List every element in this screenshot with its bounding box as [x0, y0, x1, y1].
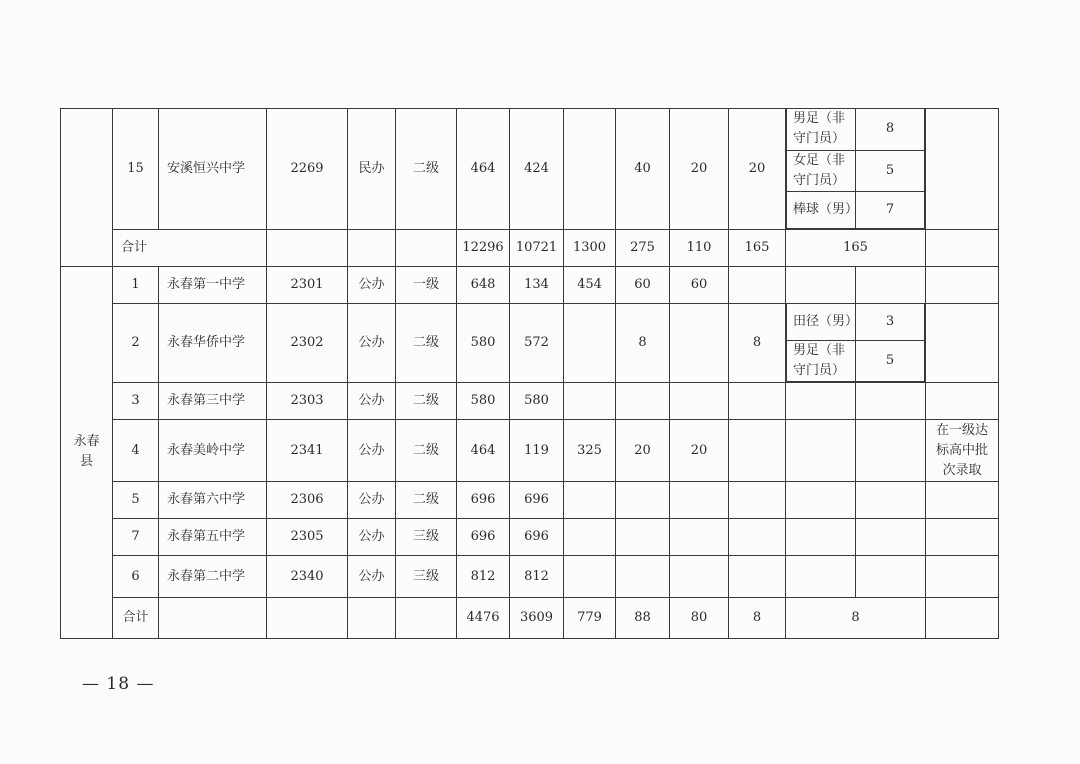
page-number: — 18 —: [82, 674, 155, 694]
value-cell: 40: [616, 109, 670, 230]
note-cell: [926, 519, 999, 556]
value-cell: 424: [510, 109, 564, 230]
note-cell: [926, 229, 999, 266]
school-code: 2301: [267, 266, 348, 303]
sport-count: [856, 266, 926, 303]
value-cell: [729, 556, 786, 598]
school-type: 公办: [348, 519, 396, 556]
row-number: 5: [113, 482, 159, 519]
school-code: 2302: [267, 303, 348, 383]
value-cell: [729, 482, 786, 519]
school-code: 2306: [267, 482, 348, 519]
value-cell: [729, 519, 786, 556]
value-cell: 464: [457, 109, 510, 230]
value-cell: 20: [670, 420, 729, 482]
total-value: 4476: [457, 598, 510, 639]
value-cell: 580: [510, 383, 564, 420]
school-name: 永春华侨中学: [159, 303, 267, 383]
value-cell: 580: [457, 383, 510, 420]
total-label: 合计: [113, 598, 159, 639]
empty-cell: [348, 229, 396, 266]
sport-count: 8: [856, 109, 925, 150]
value-cell: 812: [510, 556, 564, 598]
sport-count: [856, 519, 926, 556]
row-number: 7: [113, 519, 159, 556]
value-cell: [670, 519, 729, 556]
sport-label: [786, 420, 856, 482]
table-row: [61, 519, 999, 556]
value-cell: [564, 519, 616, 556]
admission-table: [60, 108, 999, 639]
total-value: 110: [670, 229, 729, 266]
sport-label: [786, 266, 856, 303]
sport-count: [856, 383, 926, 420]
table-row: [61, 303, 999, 383]
school-level: 二级: [396, 420, 457, 482]
value-cell: 60: [616, 266, 670, 303]
county-label: 永春 县: [61, 266, 113, 639]
value-cell: [670, 556, 729, 598]
row-number: 2: [113, 303, 159, 383]
school-name: 永春第六中学: [159, 482, 267, 519]
school-name: 永春第二中学: [159, 556, 267, 598]
school-level: 二级: [396, 482, 457, 519]
empty-cell: [396, 229, 457, 266]
value-cell: 325: [564, 420, 616, 482]
school-name: 永春第一中学: [159, 266, 267, 303]
sport-label: 男足（非 守门员）: [787, 341, 856, 382]
value-cell: [670, 383, 729, 420]
sport-label: [786, 482, 856, 519]
sport-label: 棒球（男）: [787, 191, 856, 228]
table-row: [61, 556, 999, 598]
total-sport-count: 165: [786, 229, 926, 266]
total-row: [61, 598, 999, 639]
total-value: 10721: [510, 229, 564, 266]
sport-label: 女足（非 守门员）: [787, 150, 856, 191]
school-code: 2269: [267, 109, 348, 230]
note-cell: [926, 598, 999, 639]
sport-label: 田径（男）: [787, 304, 856, 341]
sport-count: 3: [856, 304, 925, 341]
value-cell: 648: [457, 266, 510, 303]
value-cell: 20: [616, 420, 670, 482]
empty-cell: [267, 229, 348, 266]
sport-label: 男足（非 守门员）: [787, 109, 856, 150]
table-row: [61, 109, 999, 230]
county-cell: [61, 109, 113, 267]
empty-cell: [348, 598, 396, 639]
total-sport-count: 8: [786, 598, 926, 639]
sports-cell: [786, 109, 926, 230]
total-row: [61, 229, 999, 266]
sports-cell: [786, 303, 926, 383]
value-cell: [564, 482, 616, 519]
school-level: 三级: [396, 519, 457, 556]
empty-cell: [396, 598, 457, 639]
total-value: 80: [670, 598, 729, 639]
school-code: 2341: [267, 420, 348, 482]
note-cell: [926, 303, 999, 383]
row-number: 15: [113, 109, 159, 230]
note-cell: [926, 556, 999, 598]
value-cell: 696: [510, 519, 564, 556]
value-cell: 8: [729, 303, 786, 383]
value-cell: [729, 266, 786, 303]
total-value: 1300: [564, 229, 616, 266]
sport-count: 5: [856, 150, 925, 191]
value-cell: 8: [616, 303, 670, 383]
table-row: [61, 482, 999, 519]
school-level: 二级: [396, 109, 457, 230]
row-number: 6: [113, 556, 159, 598]
empty-cell: [159, 598, 267, 639]
note-cell: [926, 109, 999, 230]
value-cell: 20: [729, 109, 786, 230]
total-value: 8: [729, 598, 786, 639]
school-level: 三级: [396, 556, 457, 598]
school-level: 二级: [396, 303, 457, 383]
sport-count: [856, 482, 926, 519]
school-type: 民办: [348, 109, 396, 230]
school-code: 2340: [267, 556, 348, 598]
total-label: 合计: [113, 229, 267, 266]
sport-count: 5: [856, 341, 925, 382]
value-cell: 134: [510, 266, 564, 303]
total-value: 779: [564, 598, 616, 639]
total-value: 275: [616, 229, 670, 266]
sport-count: 7: [856, 191, 925, 228]
sport-label: [786, 556, 856, 598]
value-cell: 60: [670, 266, 729, 303]
table-row: [61, 420, 999, 482]
value-cell: [616, 519, 670, 556]
row-number: 1: [113, 266, 159, 303]
total-value: 88: [616, 598, 670, 639]
school-code: 2305: [267, 519, 348, 556]
sport-label: [786, 383, 856, 420]
value-cell: [564, 303, 616, 383]
value-cell: [564, 556, 616, 598]
value-cell: 119: [510, 420, 564, 482]
value-cell: 464: [457, 420, 510, 482]
value-cell: [564, 383, 616, 420]
total-value: 165: [729, 229, 786, 266]
value-cell: 812: [457, 556, 510, 598]
value-cell: [616, 556, 670, 598]
table-row: [61, 266, 999, 303]
row-number: 3: [113, 383, 159, 420]
school-name: 永春美岭中学: [159, 420, 267, 482]
value-cell: [729, 383, 786, 420]
value-cell: [670, 482, 729, 519]
value-cell: 572: [510, 303, 564, 383]
school-type: 公办: [348, 266, 396, 303]
note-cell: [926, 383, 999, 420]
sport-label: [786, 519, 856, 556]
note-cell: [926, 482, 999, 519]
total-value: 12296: [457, 229, 510, 266]
row-number: 4: [113, 420, 159, 482]
value-cell: [616, 482, 670, 519]
school-code: 2303: [267, 383, 348, 420]
note-cell: [926, 266, 999, 303]
value-cell: 580: [457, 303, 510, 383]
school-level: 一级: [396, 266, 457, 303]
value-cell: 454: [564, 266, 616, 303]
value-cell: 696: [510, 482, 564, 519]
school-type: 公办: [348, 482, 396, 519]
value-cell: 696: [457, 482, 510, 519]
value-cell: 696: [457, 519, 510, 556]
note-cell: 在一级达 标高中批 次录取: [926, 420, 999, 482]
value-cell: [729, 420, 786, 482]
school-name: 永春第五中学: [159, 519, 267, 556]
school-type: 公办: [348, 383, 396, 420]
value-cell: 20: [670, 109, 729, 230]
school-type: 公办: [348, 303, 396, 383]
school-level: 二级: [396, 383, 457, 420]
value-cell: [564, 109, 616, 230]
sport-count: [856, 420, 926, 482]
table-row: [61, 383, 999, 420]
sport-count: [856, 556, 926, 598]
empty-cell: [267, 598, 348, 639]
school-name: 永春第三中学: [159, 383, 267, 420]
school-type: 公办: [348, 420, 396, 482]
school-name: 安溪恒兴中学: [159, 109, 267, 230]
value-cell: [616, 383, 670, 420]
school-type: 公办: [348, 556, 396, 598]
value-cell: [670, 303, 729, 383]
total-value: 3609: [510, 598, 564, 639]
